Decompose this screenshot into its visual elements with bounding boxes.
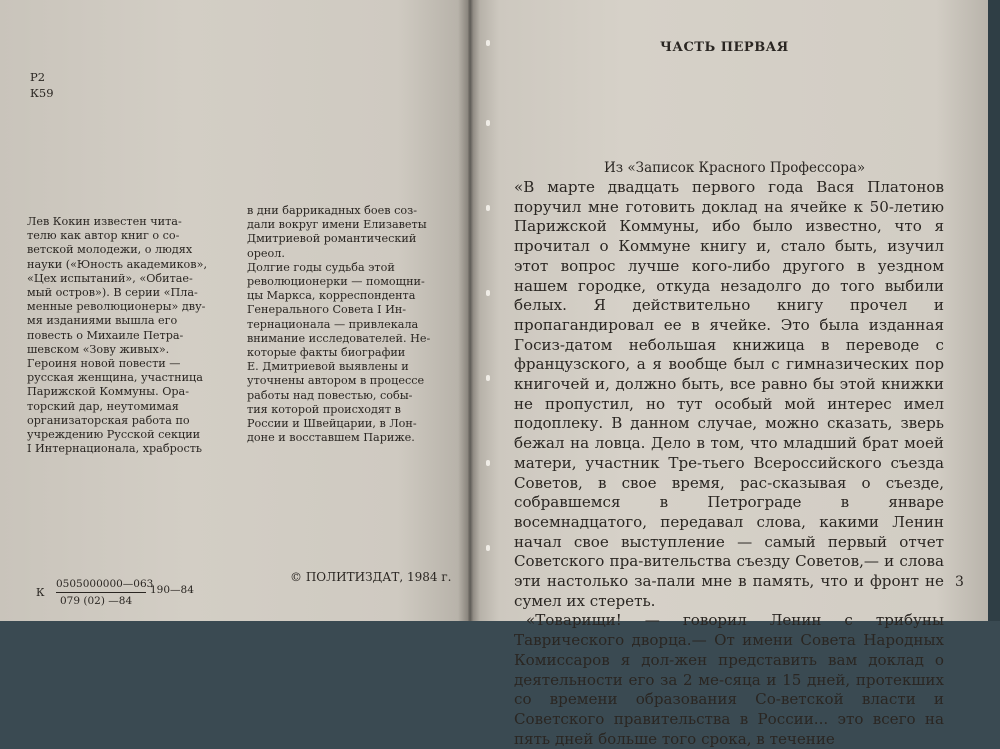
book-gutter: [458, 0, 480, 621]
stitch-mark: [486, 290, 490, 296]
copyright-line: © ПОЛИТИЗДАТ, 1984 г.: [290, 570, 452, 584]
body-text: [514, 178, 944, 749]
part-title: ЧАСТЬ ПЕРВАЯ: [660, 40, 789, 55]
stitch-mark: [486, 460, 490, 466]
catalog-numerator: 0505000000—063: [56, 578, 154, 590]
body-paragraph: «В марте двадцать первого года Вася Платонов поручил мне готовить доклад на ячейке к 50-летию Парижской Коммуны, ибо было известно, что я прочитал о Коммуне книгу и, стало быть, изучил этот вопрос лучше кого-либо другого в уездном нашем городке, откуда незадолго до того выбили белых. Я действительно книгу прочел и пропагандировал ее в ячейке. Это была изданная Госиз-датом небольшая книжица в переводе с французского, а я вообще был с гимназических пор книгочей и, должно быть, все равно бы этой книжки не пропустил, но тут особый мой интерес имел подоплеку. В данном случае, можно сказать, зверь бежал на ловца. Дело в том, что младший брат моей матери, участник Тре-тьего Всероссийского съезда Советов, в свое время, рас-сказывая о съезде, собравшемся в Петрограде в январе восемнадцатого, передавал слова, какими Ленин начал свое выступление — самый первый отчет Советского пра-вительства съезду Советов,— и слова эти настолько за-пали мне в память, что и фронт не сумел их стереть.: [514, 178, 944, 610]
stitch-mark: [486, 120, 490, 126]
page-number: 3: [955, 574, 964, 590]
stitch-mark: [486, 375, 490, 381]
body-paragraph: «Товарищи! — говорил Ленин с трибуны Таврического дворца.— От имени Совета Народных Комиссаров я дол-жен представить вам доклад о деятельности его за 2 ме-сяца и 15 дней, протекших со времени образования Со-ветской власти и Советского правительства в России... это всего на пять дней больше того срока, в течение: [514, 611, 944, 748]
classification-code: Р2: [30, 70, 46, 84]
stitch-mark: [486, 205, 490, 211]
catalog-suffix: 190—84: [150, 584, 194, 596]
catalog-denominator: 079 (02) —84: [60, 595, 133, 607]
stitch-mark: [486, 40, 490, 46]
author-mark: К59: [30, 86, 54, 100]
section-title: Из «Записок Красного Профессора»: [604, 160, 866, 176]
annotation-column-1: Лев Кокин известен чита- телю как автор книг о со- ветской молодежи, о людях науки («Юность академиков», «Цех испытаний», «Обитае- мый остров»). В серии «Пла- менные революционеры» дву- мя изданиями вышла его повесть о Михаиле Петра- шевском «Зову живых». Героиня новой повести — русская женщина, участница Парижской Коммуны. Ора- торский дар, неутомимая организаторская работа по учреждению Русской секции I Интернационала, храбрость: [27, 215, 207, 456]
catalog-fraction-line: [56, 592, 146, 593]
annotation-column-2: в дни баррикадных боев соз- дали вокруг имени Елизаветы Дмитриевой романтический ореол. Долгие годы судьба этой революционерки — помощни- цы Маркса, корреспондента Генерального Совета I Ин- тернационала — привлекала внимание исследователей. Не- которые факты биографии Е. Дмитриевой выявлены и уточнены автором в процессе работы над повестью, собы- тия которой происходят в России и Швейцарии, в Лон- доне и восставшем Париже.: [247, 204, 431, 445]
stitch-mark: [486, 545, 490, 551]
page-edge: [988, 0, 1000, 621]
catalog-prefix: К: [36, 586, 45, 599]
